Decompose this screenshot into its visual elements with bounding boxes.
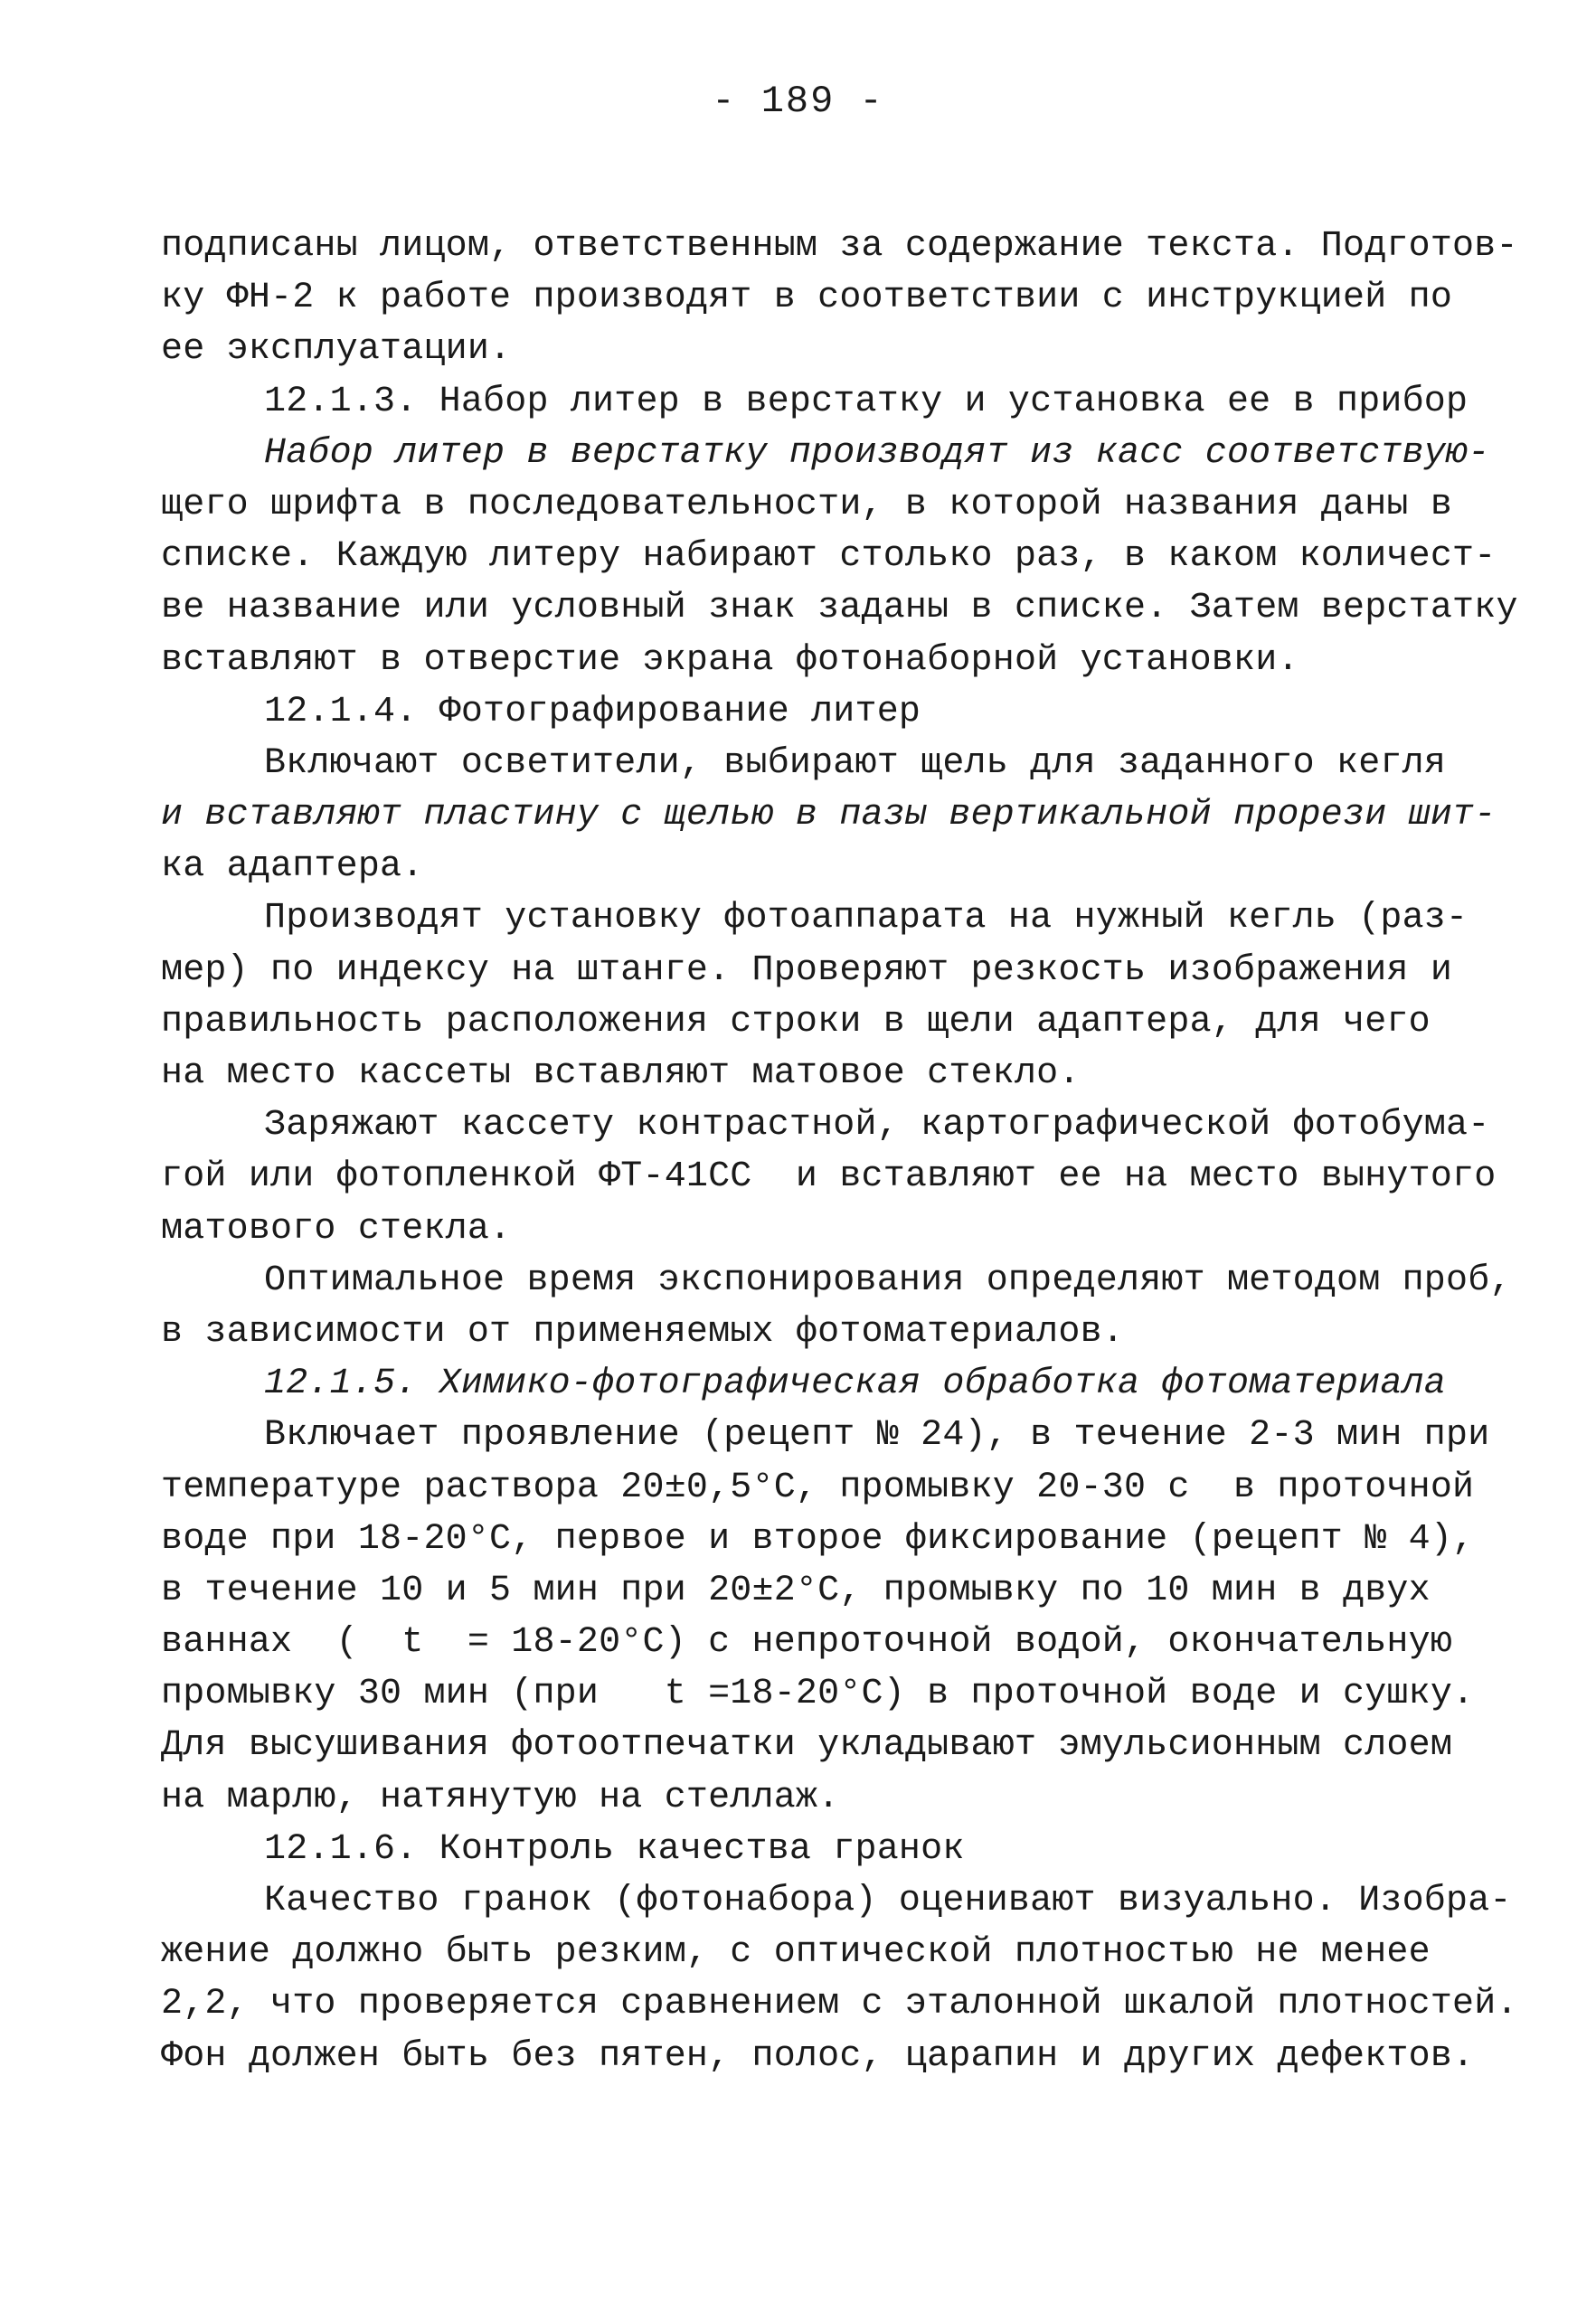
text-line: Качество гранок (фотонабора) оценивают визуально. Изобра- <box>264 1881 1512 1921</box>
text-line: матового стекла. <box>161 1208 512 1250</box>
text-line: правильность расположения строки в щели адаптера, для чего <box>161 1001 1431 1043</box>
section-heading-12-1-6: 12.1.6. Контроль качества гранок <box>264 1828 965 1870</box>
text-line: мер) по индексу на штанге. Проверяют резкость изображения и <box>161 949 1453 991</box>
text-line: температуре раствора 20±0,5°С, промывку 20-30 с в проточной <box>161 1467 1475 1508</box>
text-line: промывку 30 мин (при t =18-20°С) в проточной воде и сушку. <box>161 1674 1475 1715</box>
text-line: Фон должен быть без пятен, полос, царапин и других дефектов. <box>161 2035 1475 2077</box>
text-line: подписаны лицом, ответственным за содержание текста. Подготов- <box>161 226 1518 267</box>
text-line: щего шрифта в последовательности, в которой названия даны в <box>161 484 1453 525</box>
page-number: - 189 - <box>712 80 884 123</box>
text-line: в течение 10 и 5 мин при 20±2°С, промывку по 10 мин в двух <box>161 1570 1431 1611</box>
text-line: ваннах ( t = 18-20°С) с непроточной водой, окончательную <box>161 1622 1453 1664</box>
text-line: и вставляют пластину с щелью в пазы вертикальной прорези шит- <box>161 795 1497 836</box>
text-line: на марлю, натянутую на стеллаж. <box>161 1777 840 1818</box>
section-heading-12-1-3: 12.1.3. Набор литер в верстатку и установка ее в прибор <box>264 381 1469 422</box>
text-line: на место кассеты вставляют матовое стекло. <box>161 1053 1081 1094</box>
document-body <box>161 221 1518 2082</box>
text-line: вставляют в отверстие экрана фотонаборной установки. <box>161 639 1299 681</box>
text-line: Производят установку фотоаппарата на нужный кегль (раз- <box>264 898 1469 939</box>
text-line: Для высушивания фотоотпечатки укладывают эмульсионным слоем <box>161 1725 1453 1767</box>
text-line: ее эксплуатации. <box>161 329 512 371</box>
text-line: Набор литер в верстатку производят из касс соответствую- <box>264 432 1490 474</box>
text-line: в зависимости от применяемых фотоматериалов. <box>161 1311 1124 1353</box>
text-line: ве название или условный знак заданы в списке. Затем верстатку <box>161 588 1518 629</box>
text-line: Включает проявление (рецепт № 24), в течение 2-3 мин при <box>264 1415 1490 1457</box>
text-line: гой или фотопленкой ФТ-41СС и вставляют ее на место вынутого <box>161 1156 1497 1198</box>
text-line: жение должно быть резким, с оптической плотностью не менее <box>161 1932 1431 1974</box>
section-heading-12-1-4: 12.1.4. Фотографирование литер <box>264 691 921 732</box>
text-line: Оптимальное время экспонирования определяют методом проб, <box>264 1260 1512 1301</box>
text-line: ку ФН-2 к работе производят в соответствии с инструкцией по <box>161 278 1453 319</box>
text-line: ка адаптера. <box>161 846 424 888</box>
text-line: Включают осветители, выбирают щель для заданного кегля <box>264 742 1447 784</box>
text-line: Заряжают кассету контрастной, картографической фотобума- <box>264 1105 1490 1147</box>
text-line: воде при 18-20°С, первое и второе фиксирование (рецепт № 4), <box>161 1518 1475 1560</box>
text-line: списке. Каждую литеру набирают столько раз, в каком количест- <box>161 536 1497 578</box>
section-heading-12-1-5: 12.1.5. Химико-фотографическая обработка фотоматериала <box>264 1364 1447 1405</box>
text-line: 2,2, что проверяется сравнением с эталонной шкалой плотностей. <box>161 1984 1518 2025</box>
